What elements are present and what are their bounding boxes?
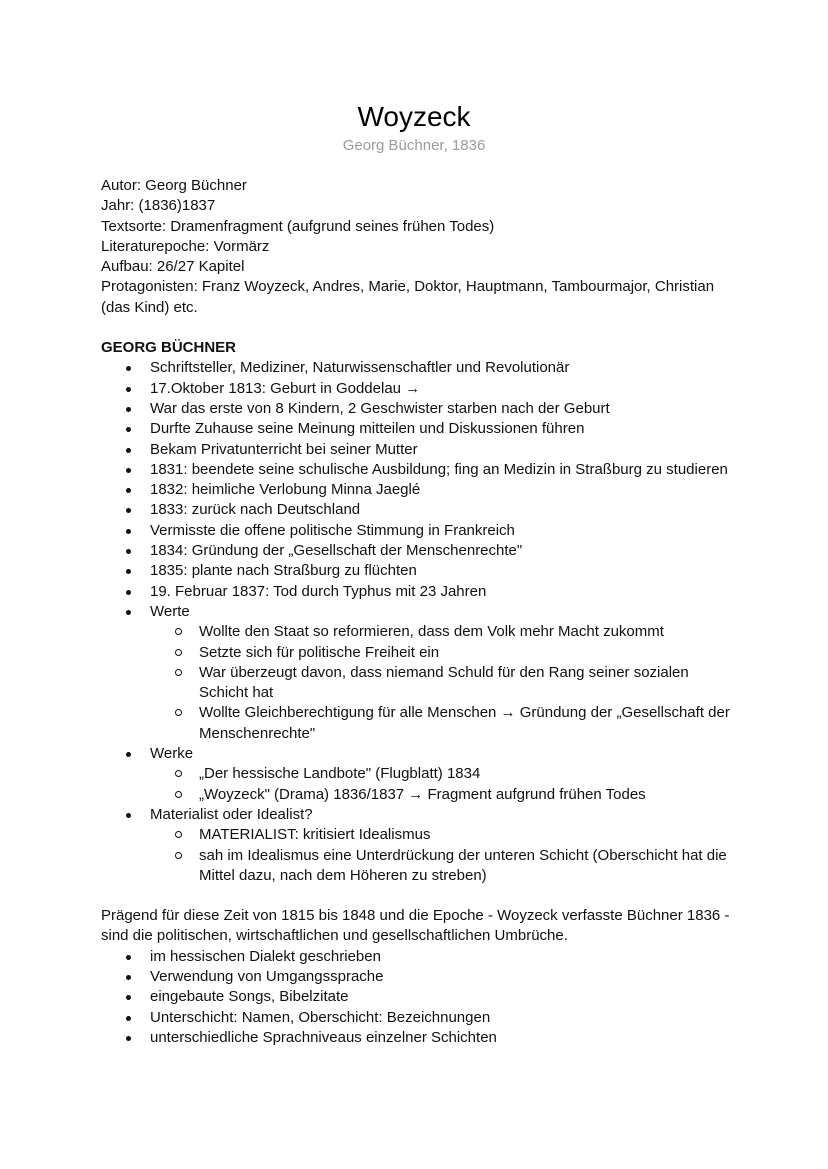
materialist-sublist	[150, 825, 741, 886]
list-item: Bekam Privatunterricht bei seiner Mutter	[101, 440, 741, 460]
document-body	[101, 176, 741, 1048]
section-gap	[101, 886, 741, 906]
list-item: Vermisste die offene politische Stimmung in Frankreich	[101, 521, 741, 541]
list-item: War das erste von 8 Kindern, 2 Geschwister starben nach der Geburt	[101, 399, 741, 419]
werte-sublist	[150, 622, 741, 744]
meta-author: Autor: Georg Büchner	[101, 177, 247, 194]
werke-sublist	[150, 764, 741, 805]
werte-label: Werte	[150, 602, 190, 620]
meta-epoch: Literaturepoche: Vormärz	[101, 237, 270, 255]
sublist-item: „Woyzeck" (Drama) 1836/1837 → Fragment aufgrund frühen Todes	[150, 785, 741, 805]
werke-label: Werke	[150, 745, 194, 763]
page-subtitle: Georg Büchner, 1836	[342, 137, 486, 154]
list-item-werte	[101, 602, 741, 744]
list-item-materialist	[101, 805, 741, 886]
list-item-werke	[101, 744, 741, 805]
list-item: 1832: heimliche Verlobung Minna Jaeglé	[101, 480, 741, 500]
sublist-item: Setzte sich für politische Freiheit ein	[150, 643, 741, 663]
sublist-item: sah im Idealismus eine Unterdrückung der unteren Schicht (Oberschicht hat die Mittel dazu, nach dem Höheren zu streben)	[150, 846, 741, 887]
meta-structure: Aufbau: 26/27 Kapitel	[101, 258, 245, 276]
sublist-item: Wollte den Staat so reformieren, dass dem Volk mehr Macht zukommt	[150, 622, 741, 642]
meta-block	[101, 176, 741, 318]
list-item: Unterschicht: Namen, Oberschicht: Bezeichnungen	[101, 1008, 741, 1028]
meta-protagonists: Protagonisten: Franz Woyzeck, Andres, Marie, Doktor, Hauptmann, Tambourmajor, Christian (das Kind) etc.	[101, 278, 715, 316]
list-item: 19. Februar 1837: Tod durch Typhus mit 23 Jahren	[101, 582, 741, 602]
meta-year: Jahr: (1836)1837	[101, 197, 216, 215]
sublist-item: Wollte Gleichberechtigung für alle Menschen → Gründung der „Gesellschaft der Menschenrechte"	[150, 703, 741, 744]
list-item: 1834: Gründung der „Gesellschaft der Menschenrechte"	[101, 541, 741, 561]
list-item: unterschiedliche Sprachniveaus einzelner Schichten	[101, 1028, 741, 1048]
list-item: 1831: beendete seine schulische Ausbildung; fing an Medizin in Straßburg zu studieren	[101, 460, 741, 480]
list-item: 17.Oktober 1813: Geburt in Goddelau →	[101, 379, 741, 399]
materialist-label: Materialist oder Idealist?	[150, 805, 313, 823]
section-heading-buechner: GEORG BÜCHNER	[101, 339, 237, 357]
buechner-list	[101, 358, 741, 886]
page-title: Woyzeck	[357, 101, 471, 132]
list-item: 1835: plante nach Straßburg zu flüchten	[101, 561, 741, 581]
list-item: Verwendung von Umgangssprache	[101, 967, 741, 987]
list-item: eingebaute Songs, Bibelzitate	[101, 987, 741, 1007]
list-item: im hessischen Dialekt geschrieben	[101, 947, 741, 967]
sublist-item: MATERIALIST: kritisiert Idealismus	[150, 825, 741, 845]
list-item: Durfte Zuhause seine Meinung mitteilen und Diskussionen führen	[101, 419, 741, 439]
list-item: Schriftsteller, Mediziner, Naturwissenschaftler und Revolutionär	[101, 358, 741, 378]
list-item: 1833: zurück nach Deutschland	[101, 500, 741, 520]
epoch-list	[101, 947, 741, 1048]
meta-text-type: Textsorte: Dramenfragment (aufgrund seines frühen Todes)	[101, 217, 495, 235]
sublist-item: „Der hessische Landbote" (Flugblatt) 1834	[150, 764, 741, 784]
epoch-paragraph: Prägend für diese Zeit von 1815 bis 1848 und die Epoche - Woyzeck verfasste Büchner 1836 - sind die politischen, wirtschaftlichen und gesellschaftlichen Umbrüche.	[101, 907, 730, 945]
sublist-item: War überzeugt davon, dass niemand Schuld für den Rang seiner sozialen Schicht hat	[150, 663, 741, 704]
